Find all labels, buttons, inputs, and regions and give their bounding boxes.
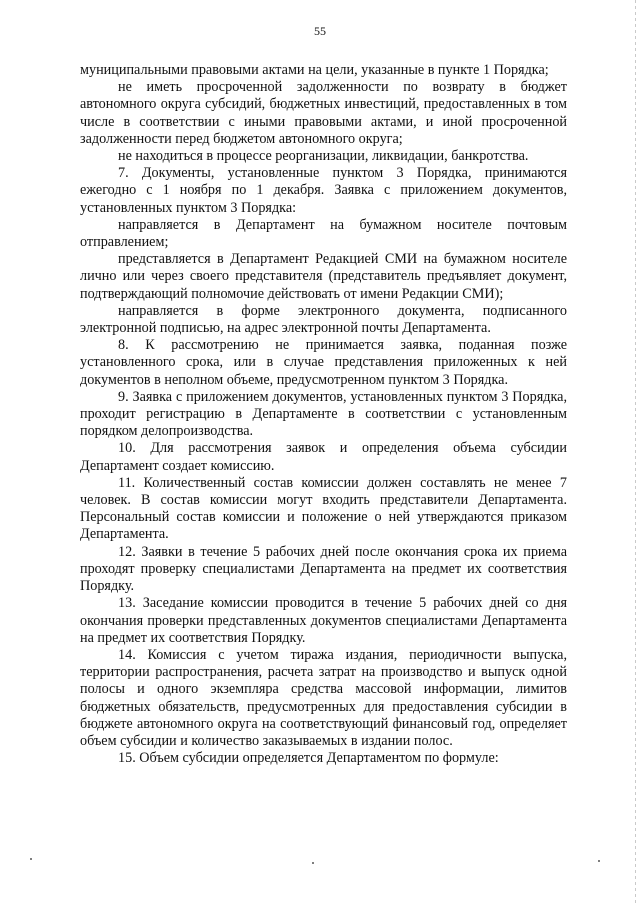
scan-speck (30, 858, 32, 860)
paragraph-no-reorganization: не находиться в процессе реорганизации, ликвидации, банкротства. (118, 148, 529, 165)
paragraph-item-15: 15. Объем субсидии определяется Департаментом по формуле: (118, 750, 499, 767)
paragraph-item-13: 13. Заседание комиссии проводится в течение 5 рабочих дней со дня окончания проверки представленных документов специалистами Департамента на предмет их соответствия Порядку. (80, 595, 567, 646)
document-body (80, 62, 567, 767)
paragraph-item-10: 10. Для рассмотрения заявок и определения объема субсидии Департамент создает комиссию. (80, 440, 567, 474)
paragraph-item-9: 9. Заявка с приложением документов, установленных пунктом 3 Порядка, проходит регистрацию в Департаменте в соответствии с установленным порядком делопроизводства. (80, 388, 567, 440)
paragraph-by-post: направляется в Департамент на бумажном носителе почтовым отправлением; (80, 216, 567, 251)
paragraph-item-14: 14. Комиссия с учетом тиража издания, периодичности выпуска, территории распространения, расчета затрат на производство и выпуск одной полосы и одного экземпляра средства массовой информации, лимитов бюджетных обязательств, предусмотренных для предоставления субсидии в бюджете автономного округа на соответствующий финансовый год, определяет объем субсидии и количество заказываемых в издании полос. (80, 646, 567, 749)
scan-speck (312, 862, 314, 864)
paragraph-item-12: 12. Заявки в течение 5 рабочих дней после окончания срока их приема проходят проверку специалистами Департамента на предмет их соответствия Порядку. (80, 543, 567, 595)
page-number: 55 (314, 24, 326, 38)
scan-speck (598, 860, 600, 862)
paragraph-electronic: направляется в форме электронного документа, подписанного электронной подписью, на адрес электронной почты Департамента. (80, 302, 567, 337)
paragraph-item-8: 8. К рассмотрению не принимается заявка, поданная позже установленного срока, или в случае представления приложенных к ней документов в неполном объеме, предусмотренном пунктом 3 Порядка. (80, 337, 567, 388)
paragraph-no-debt: не иметь просроченной задолженности по возврату в бюджет автономного округа субсидий, бюджетных инвестиций, предоставленных в том числе в соответствии с иными правовыми актами, и иной просроченной задолженности перед бюджетом автономного округа; (80, 79, 567, 147)
paragraph-continuation: муниципальными правовыми актами на цели, указанные в пункте 1 Порядка; (80, 62, 549, 78)
paragraph-in-person: представляется в Департамент Редакцией СМИ на бумажном носителе лично или через своего представителя (представитель предъявляет документ, подтверждающий полномочие действовать от имени Редакции СМИ); (80, 251, 567, 302)
scan-edge-line (635, 0, 636, 905)
paragraph-item-7: 7. Документы, установленные пунктом 3 Порядка, принимаются ежегодно с 1 ноября по 1 декабря. Заявка с приложением документов, установленных пунктом 3 Порядка: (80, 165, 567, 216)
paragraph-item-11: 11. Количественный состав комиссии должен составлять не менее 7 человек. В состав комиссии могут входить представители Департамента. Персональный состав комиссии и положение о ней утверждаются приказом Департамента. (80, 474, 567, 543)
